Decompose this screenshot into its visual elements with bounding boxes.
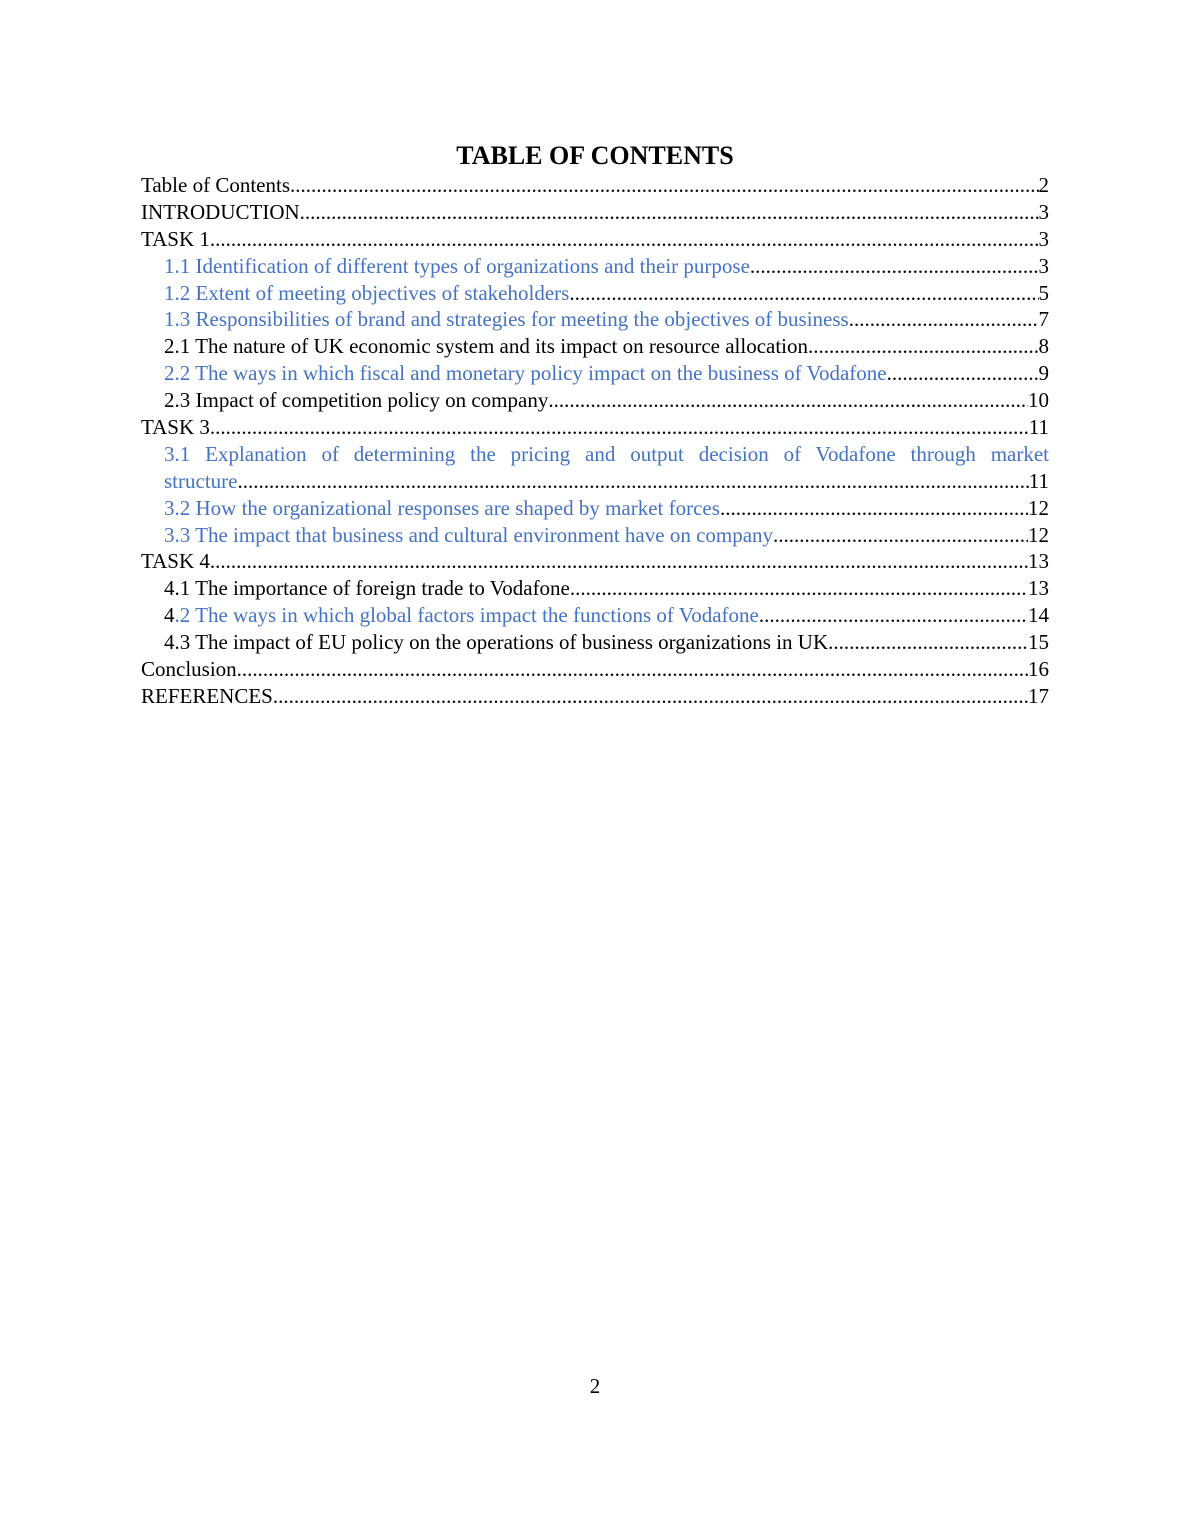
- toc-entry-4-1[interactable]: [141, 575, 1049, 602]
- toc-entry-page: 5: [1038, 280, 1049, 305]
- toc-entry-label: 2.1 The nature of UK economic system and its impact on resource allocation: [164, 334, 809, 359]
- page-title: TABLE OF CONTENTS: [456, 141, 734, 170]
- toc-entry-page: 17: [1028, 683, 1049, 708]
- page-number: 2: [589, 1374, 601, 1398]
- toc-entry-1-3[interactable]: [141, 306, 1049, 333]
- toc-entry-label: 1.1 Identification of different types of organizations and their purpose: [164, 253, 750, 278]
- toc-entry-task-1[interactable]: [141, 226, 1049, 253]
- toc-entry-4-2[interactable]: [141, 602, 1049, 629]
- toc-entry-page: 3: [1038, 253, 1049, 278]
- toc-dot-leader: [887, 360, 1039, 387]
- toc-entry-task-4[interactable]: [141, 548, 1049, 575]
- toc-entry-label: TASK 4: [141, 549, 210, 574]
- toc-entry-label: 2.3 Impact of competition policy on company: [164, 388, 549, 413]
- toc-dot-leader: [290, 172, 1039, 199]
- toc-entry-label: 1.2 Extent of meeting objectives of stakeholders: [164, 280, 570, 305]
- toc-dot-leader: [773, 522, 1028, 549]
- toc-dot-leader: [828, 629, 1028, 656]
- toc-entry-table-of-contents[interactable]: [141, 172, 1049, 199]
- toc-dot-leader: [273, 683, 1028, 710]
- toc-entry-label: 1.3 Responsibilities of brand and strategies for meeting the objectives of business: [164, 307, 849, 332]
- toc-dot-leader: [569, 280, 1038, 307]
- toc-entry-references[interactable]: [141, 683, 1049, 710]
- table-of-contents: [141, 172, 1049, 710]
- toc-entry-label: TASK 3: [141, 415, 210, 440]
- toc-entry-page: 8: [1038, 334, 1049, 359]
- toc-dot-leader: [237, 656, 1028, 683]
- toc-entry-page: 2: [1038, 173, 1049, 197]
- toc-entry-page: 11: [1028, 415, 1049, 440]
- toc-entry-page: 15: [1028, 630, 1049, 655]
- toc-entry-page: 9: [1038, 361, 1049, 386]
- toc-entry-label: TASK 1: [141, 226, 210, 251]
- toc-dot-leader: [237, 468, 1028, 495]
- toc-entry-label: REFERENCES: [141, 683, 273, 708]
- toc-entry-1-2[interactable]: [141, 280, 1049, 307]
- toc-dot-leader: [570, 575, 1028, 602]
- toc-entry-label-wrapper: [164, 602, 759, 629]
- toc-entry-page: 14: [1028, 603, 1049, 628]
- toc-entry-conclusion[interactable]: [141, 656, 1049, 683]
- toc-entry-label: Table of Contents: [141, 173, 290, 197]
- toc-entry-page: 10: [1028, 388, 1049, 413]
- toc-entry-label-line2: structure: [164, 468, 238, 493]
- toc-entry-page: 3: [1038, 226, 1049, 251]
- toc-dot-leader: [548, 387, 1028, 414]
- toc-entry-label-prefix: 4: [164, 603, 175, 628]
- toc-dot-leader: [210, 548, 1028, 575]
- toc-entry-page: 16: [1028, 657, 1049, 682]
- toc-entry-4-3[interactable]: [141, 629, 1049, 656]
- toc-entry-task-3[interactable]: [141, 414, 1049, 441]
- toc-dot-leader: [849, 306, 1039, 333]
- toc-dot-leader: [808, 333, 1038, 360]
- toc-entry-2-3[interactable]: [141, 387, 1049, 414]
- toc-dot-leader: [300, 199, 1039, 226]
- toc-entry-label: INTRODUCTION: [141, 199, 300, 224]
- toc-entry-label: .2 The ways in which global factors impact the functions of Vodafone: [174, 603, 759, 628]
- toc-dot-leader: [210, 414, 1029, 441]
- toc-dot-leader: [759, 602, 1028, 629]
- toc-dot-leader: [720, 495, 1028, 522]
- toc-entry-label: 4.1 The importance of foreign trade to Vodafone: [164, 576, 570, 601]
- toc-entry-label: Conclusion: [141, 657, 237, 682]
- toc-dot-leader: [210, 226, 1039, 253]
- toc-entry-1-1[interactable]: [141, 253, 1049, 280]
- toc-entry-3-1[interactable]: [141, 441, 1049, 495]
- toc-entry-page: 3: [1038, 199, 1049, 224]
- toc-entry-label: 2.2 The ways in which fiscal and monetary policy impact on the business of Vodafone: [164, 361, 887, 386]
- toc-entry-page: 13: [1028, 576, 1049, 601]
- toc-entry-introduction[interactable]: [141, 199, 1049, 226]
- toc-entry-page: 7: [1038, 307, 1049, 332]
- toc-entry-page: 11: [1028, 468, 1049, 493]
- toc-entry-label: 3.3 The impact that business and cultural environment have on company: [164, 522, 774, 547]
- toc-entry-page: 13: [1028, 549, 1049, 574]
- toc-entry-label: 3.2 How the organizational responses are shaped by market forces: [164, 495, 720, 520]
- toc-entry-3-3[interactable]: [141, 522, 1049, 549]
- toc-dot-leader: [750, 253, 1039, 280]
- toc-entry-page: 12: [1028, 495, 1049, 520]
- toc-entry-page: 12: [1028, 522, 1049, 547]
- toc-entry-2-2[interactable]: [141, 360, 1049, 387]
- toc-entry-3-2[interactable]: [141, 495, 1049, 522]
- toc-entry-label: 4.3 The impact of EU policy on the operations of business organizations in UK: [164, 630, 829, 655]
- toc-entry-label-line1: 3.1 Explanation of determining the pricing and output decision of Vodafone through market: [164, 441, 1049, 466]
- toc-entry-2-1[interactable]: [141, 333, 1049, 360]
